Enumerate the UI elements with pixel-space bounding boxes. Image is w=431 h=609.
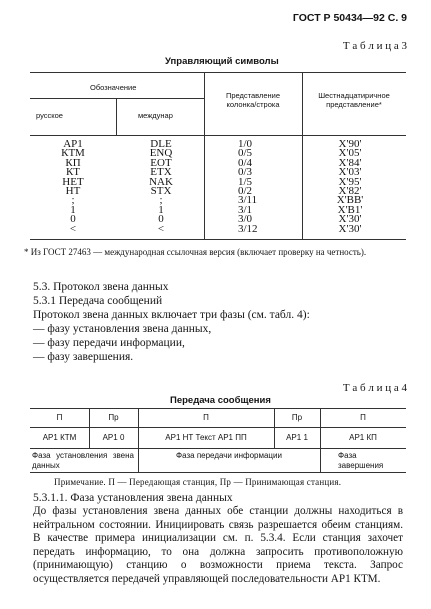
- table3-head-hex-line: Шестнадцатиричное: [318, 91, 390, 100]
- section-5-3-heading: 5.3. Протокол звена данных: [33, 281, 169, 293]
- table3-head-intl: междунар: [138, 111, 173, 120]
- table3-cell-intl: 0: [158, 213, 164, 226]
- table3-divider: [116, 98, 117, 135]
- table4-rule: [30, 448, 406, 449]
- table3-cell-repr: 0/4: [238, 156, 253, 169]
- table3-cell-ru: НЕТ: [62, 175, 84, 188]
- table3-cell-ru: КП: [65, 156, 81, 169]
- table3-cell-ru: КТ: [65, 166, 81, 179]
- table4-phase-setup: Фаза установления звена данных: [32, 451, 134, 470]
- table3-cell-hex: X'BB': [336, 194, 364, 207]
- table3-label: Т а б л и ц а 3: [342, 40, 407, 52]
- table3-footnote: [24, 246, 414, 259]
- table3-cell-repr: 1/5: [238, 175, 253, 188]
- page-header: ГОСТ Р 50434—92 С. 9: [292, 12, 407, 24]
- table4-label: Т а б л и ц а 4: [342, 382, 407, 394]
- table3-cell-repr: 0/3: [238, 166, 253, 179]
- table4-head: П: [56, 413, 63, 422]
- final-paragraph: До фазы установления звена данных обе станции должны находиться в нейтральном состоянии. Инициировать связь разрешается обеим станциям. В качестве примера инициализации см. п. 5.3.4. Если станция захочет передать информацию, то она должна запросить противоположную (принимающую) станцию о возможности приема текста. Запрос осуществляется передачей управляющей последовательности АР1 КТМ.: [33, 505, 403, 585]
- table3-cell-hex: X'90': [338, 138, 362, 150]
- section-5-3-1-1-heading: 5.3.1.1. Фаза установления звена данных: [33, 492, 233, 504]
- table4-rule: [30, 408, 406, 409]
- table3-cell-ru: АР1: [63, 138, 83, 150]
- table3-top-rule: [30, 72, 406, 73]
- table3-cell-repr: 1/0: [238, 138, 253, 150]
- table4-title: Передача сообщения: [170, 395, 271, 406]
- table4-cell: АР1 НТ Текст АР1 ПП: [165, 433, 247, 442]
- table4-cell: АР1 1: [286, 433, 308, 442]
- table3-cell-ru: 0: [70, 213, 76, 226]
- table3-cell-ru: НТ: [65, 185, 81, 198]
- table3-cell-hex: X'30': [338, 213, 362, 226]
- table4-cell: АР1 КП: [349, 433, 377, 442]
- table4-rule: [30, 472, 406, 473]
- table3-cell-hex: X'03': [338, 166, 362, 179]
- table3-cell-hex: X'95': [338, 175, 362, 188]
- table3-bottom-rule: [30, 239, 406, 240]
- table4-phase-transfer: Фаза передачи информации: [176, 451, 282, 460]
- table3-cell-ru: <: [69, 222, 77, 235]
- table4-cell: АР1 КТМ: [42, 433, 77, 442]
- table4-phase-end: Фаза завершения: [338, 451, 384, 470]
- table4-rule: [30, 427, 406, 428]
- table3-cell-intl: ETX: [150, 166, 172, 179]
- table4-head: П: [360, 413, 366, 422]
- table3-cell-hex: X'82': [338, 185, 362, 198]
- table4-head: П: [203, 413, 209, 422]
- table4-divider: [320, 448, 321, 472]
- table3-cell-intl: ENQ: [149, 147, 173, 160]
- table3-cell-hex: X'05': [338, 147, 362, 160]
- table3-cell-ru: КТМ: [61, 147, 85, 160]
- table4-note: Примечание. П — Передающая станция, Пр — Принимающая станция.: [54, 477, 342, 487]
- table3-sub-rule: [30, 98, 204, 99]
- table3-cell-intl: ;: [159, 194, 163, 207]
- table3-col-russian: [30, 140, 116, 234]
- table3-cell-hex: X'84': [338, 156, 362, 169]
- table3-cell-ru: 1: [70, 203, 76, 216]
- table4-head: Пр: [108, 413, 119, 422]
- table3-footnote-text: * Из ГОСТ 27463 — международная ссылочная версия (включает проверку на четность).: [24, 247, 367, 257]
- phase-item-2: — фазу передачи информации,: [33, 337, 185, 349]
- table3-cell-ru: ;: [71, 194, 75, 207]
- section-5-3-1-heading: 5.3.1 Передача сообщений: [33, 295, 163, 307]
- table3-cell-repr: 3/12: [238, 222, 258, 235]
- table3-cell-repr: 0/5: [238, 147, 253, 160]
- table3-cell-repr: 3/0: [238, 213, 253, 226]
- table3-cell-intl: NAK: [149, 175, 173, 188]
- intro-text: Протокол звена данных включает три фазы (см. табл. 4):: [33, 309, 310, 321]
- table3-cell-intl: DLE: [150, 138, 172, 150]
- table3-header-rule: [30, 135, 406, 136]
- table3-col-intl: [136, 140, 186, 234]
- table3-cell-repr: 3/1: [238, 203, 253, 216]
- table3-cell-repr: 3/11: [238, 194, 258, 207]
- table3-cell-intl: EOT: [150, 156, 172, 169]
- table3-col-repr: [238, 140, 288, 234]
- table3-cell-hex: X'30': [338, 222, 362, 235]
- table4-head: Пр: [291, 413, 303, 422]
- table4-cell: АР1 0: [102, 433, 125, 442]
- table3-cell-intl: STX: [150, 185, 172, 198]
- table3-cell-repr: 0/2: [238, 185, 253, 198]
- table3-title: Управляющий символы: [165, 56, 279, 67]
- table3-head-russian: русское: [36, 111, 63, 120]
- phase-item-1: — фазу установления звена данных,: [33, 323, 212, 335]
- table3-cell-intl: <: [157, 222, 165, 235]
- table3-head-repr: [204, 92, 302, 109]
- table3-head-hex-line: представление*: [326, 99, 382, 109]
- table3-col-hex: [320, 140, 380, 234]
- phase-item-3: — фазу завершения.: [33, 351, 134, 363]
- table3-head-repr-line: колонка/строка: [226, 99, 280, 109]
- table3-cell-intl: 1: [158, 203, 164, 216]
- table3-head-repr-line: Представление: [225, 91, 281, 100]
- table3-cell-hex: X'B1': [337, 203, 363, 216]
- table3-head-designation: Обозначение: [90, 83, 137, 92]
- table3-head-hex: [302, 92, 406, 109]
